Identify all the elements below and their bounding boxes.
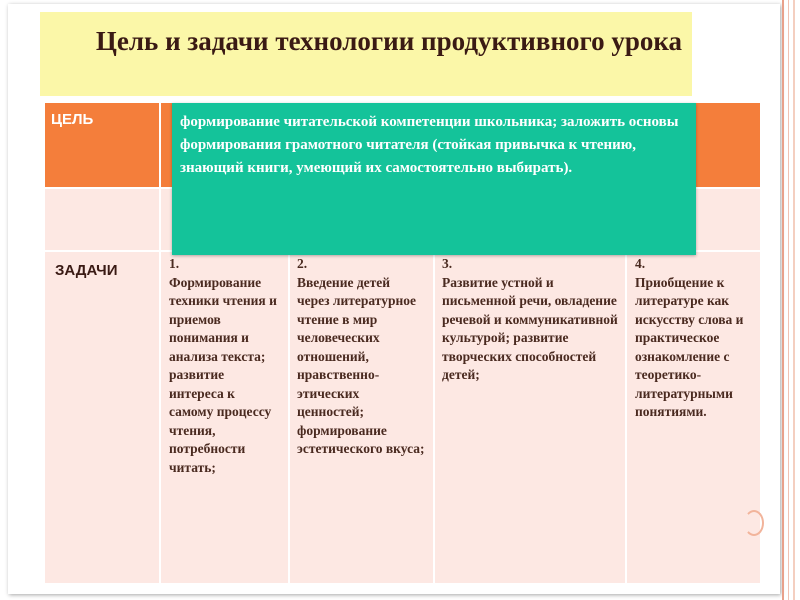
task-item-1 — [169, 255, 281, 477]
goal-text: формирование читательской компетенции школьника; заложить основы формирования грамотного читателя (стойкая привычка к чтению, знающий книги, умеющий их самостоятельно выбирать). — [180, 114, 679, 176]
task-text: Приобщение к литературе как искусству слова и практическое ознакомление с теоретико-литературными понятиями. — [635, 274, 744, 419]
goal-label: ЦЕЛЬ — [51, 111, 94, 128]
task-text: Введение детей через литературное чтение в мир человеческих отношений, нравственно-этических ценностей; формирование эстетического вкуса; — [297, 274, 425, 456]
task-text: Формирование техники чтения и приемов понимания и анализа текста; развитие интереса к самому процессу чтения, потребности читать; — [169, 274, 277, 475]
slide-title: Цель и задачи технологии продуктивного урока — [95, 26, 682, 56]
decorative-ornament — [744, 510, 764, 536]
task-number: 4. — [635, 256, 646, 271]
column-divider — [433, 250, 435, 583]
task-number: 1. — [169, 256, 180, 271]
column-divider — [159, 103, 161, 583]
task-item-4 — [635, 255, 753, 422]
task-item-2 — [297, 255, 425, 459]
task-item-3 — [442, 255, 620, 385]
title-box — [40, 12, 692, 96]
task-number: 2. — [297, 256, 308, 271]
column-divider — [288, 250, 290, 583]
task-text: Развитие устной и письменной речи, овладение речевой и коммуникативной культурой; развитие творческих способностей детей; — [442, 274, 618, 382]
column-divider — [625, 250, 627, 583]
decorative-rule — [782, 0, 784, 600]
goal-callout — [172, 103, 696, 255]
decorative-rule — [793, 0, 795, 600]
task-number: 3. — [442, 256, 453, 271]
tasks-label: ЗАДАЧИ — [55, 262, 118, 279]
decorative-rule — [788, 0, 789, 600]
